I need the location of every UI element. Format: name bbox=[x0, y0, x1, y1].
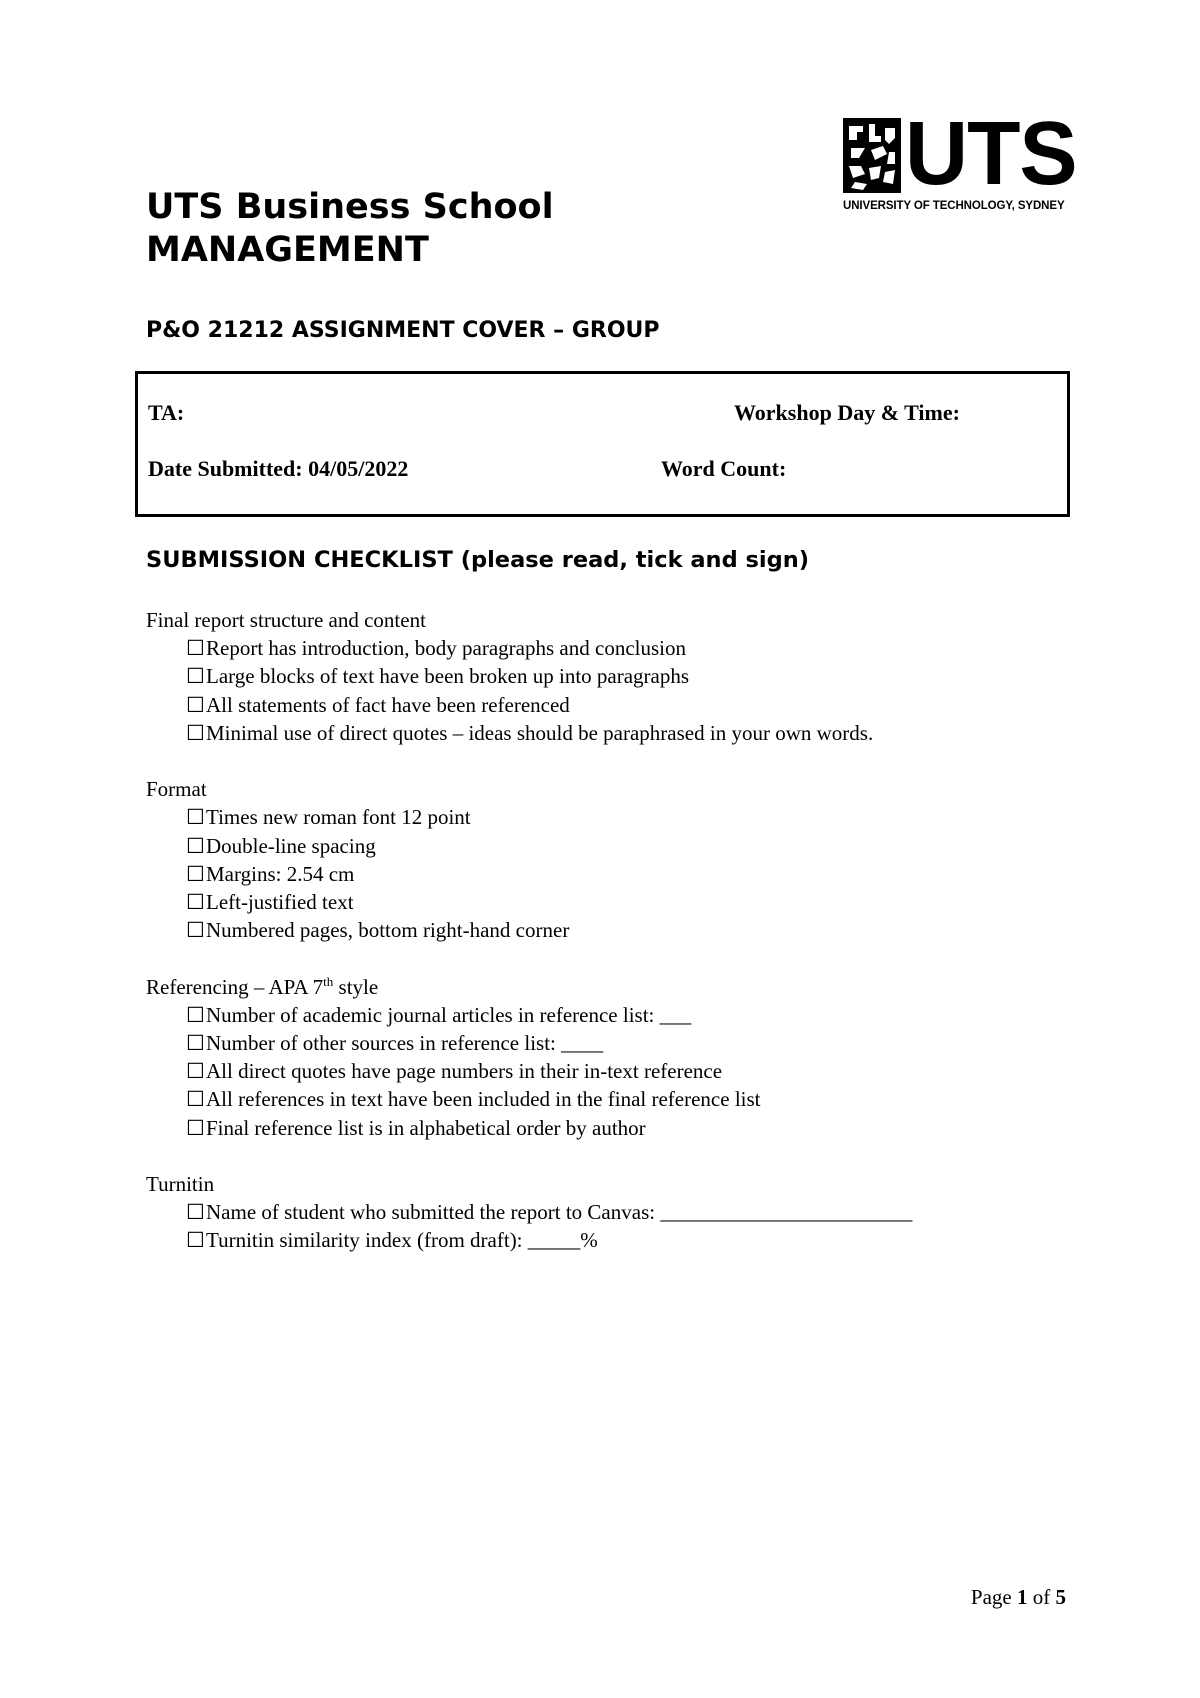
checklist-item[interactable]: ☐Name of student who submitted the report to Canvas: ________________________ bbox=[146, 1198, 1106, 1226]
checkbox-icon[interactable]: ☐ bbox=[186, 636, 205, 661]
checkbox-icon[interactable]: ☐ bbox=[186, 1228, 205, 1253]
uts-crest-icon bbox=[843, 118, 901, 193]
section-referencing bbox=[146, 973, 1106, 1142]
checkbox-icon[interactable]: ☐ bbox=[186, 1115, 205, 1140]
checklist-item[interactable]: ☐All references in text have been included in the final reference list bbox=[146, 1085, 1106, 1113]
uts-wordmark: UTS bbox=[905, 104, 1077, 204]
checklist-item[interactable]: ☐Margins: 2.54 cm bbox=[146, 860, 1106, 888]
section-title: Final report structure and content bbox=[146, 608, 426, 632]
checkbox-icon[interactable]: ☐ bbox=[186, 805, 205, 830]
checklist-item[interactable]: ☐Report has introduction, body paragraphs and conclusion bbox=[146, 634, 1106, 662]
checkbox-icon[interactable]: ☐ bbox=[186, 1031, 205, 1056]
checklist-item[interactable]: ☐Left-justified text bbox=[146, 888, 1106, 916]
assignment-info-box bbox=[135, 371, 1070, 517]
date-submitted-label: Date Submitted: 04/05/2022 bbox=[148, 456, 409, 481]
checkbox-icon[interactable]: ☐ bbox=[186, 890, 205, 915]
school-department: MANAGEMENT bbox=[146, 230, 429, 270]
checkbox-icon[interactable]: ☐ bbox=[186, 1059, 205, 1084]
section-format bbox=[146, 775, 1106, 944]
section-title: Turnitin bbox=[146, 1172, 215, 1197]
cover-title: P&O 21212 ASSIGNMENT COVER – GROUP bbox=[146, 318, 660, 343]
workshop-label: Workshop Day & Time: bbox=[734, 400, 960, 425]
checkbox-icon[interactable]: ☐ bbox=[186, 918, 205, 943]
section-turnitin bbox=[146, 1170, 1106, 1255]
checklist-item[interactable]: ☐All statements of fact have been referenced bbox=[146, 691, 1106, 719]
section-structure bbox=[146, 606, 1106, 747]
checklist-title: SUBMISSION CHECKLIST (please read, tick and sign) bbox=[146, 547, 810, 573]
checklist-item[interactable]: ☐Number of academic journal articles in reference list: ___ bbox=[146, 1001, 1106, 1029]
checklist-item[interactable]: ☐Number of other sources in reference list: ____ bbox=[146, 1029, 1106, 1057]
checklist-item[interactable]: ☐All direct quotes have page numbers in their in-text reference bbox=[146, 1057, 1106, 1085]
page-number: Page 1 of 5 bbox=[970, 1585, 1066, 1609]
checklist-item[interactable]: ☐Final reference list is in alphabetical order by author bbox=[146, 1114, 1106, 1142]
submission-checklist bbox=[146, 606, 1106, 1283]
word-count-label: Word Count: bbox=[661, 456, 787, 481]
section-title: Referencing – APA 7th style bbox=[146, 973, 379, 999]
checklist-item[interactable]: ☐Double-line spacing bbox=[146, 832, 1106, 860]
uts-logo bbox=[843, 104, 1077, 218]
checkbox-icon[interactable]: ☐ bbox=[186, 720, 205, 745]
checklist-item[interactable]: ☐Turnitin similarity index (from draft): _____% bbox=[146, 1226, 1106, 1254]
school-name: UTS Business School bbox=[146, 187, 554, 227]
checkbox-icon[interactable]: ☐ bbox=[186, 692, 205, 717]
checkbox-icon[interactable]: ☐ bbox=[186, 1200, 205, 1225]
checkbox-icon[interactable]: ☐ bbox=[186, 664, 205, 689]
checkbox-icon[interactable]: ☐ bbox=[186, 861, 205, 886]
school-heading bbox=[146, 186, 554, 272]
checkbox-icon[interactable]: ☐ bbox=[186, 1002, 205, 1027]
uts-logo-subtitle: UNIVERSITY OF TECHNOLOGY, SYDNEY bbox=[843, 200, 1065, 212]
checkbox-icon[interactable]: ☐ bbox=[186, 1087, 205, 1112]
checklist-item[interactable]: ☐Numbered pages, bottom right-hand corner bbox=[146, 916, 1106, 944]
checklist-item[interactable]: ☐Times new roman font 12 point bbox=[146, 803, 1106, 831]
checklist-item[interactable]: ☐Minimal use of direct quotes – ideas should be paraphrased in your own words. bbox=[146, 719, 1106, 747]
section-title: Format bbox=[146, 777, 207, 802]
checklist-item[interactable]: ☐Large blocks of text have been broken up into paragraphs bbox=[146, 662, 1106, 690]
checkbox-icon[interactable]: ☐ bbox=[186, 833, 205, 858]
ta-label: TA: bbox=[148, 400, 185, 425]
